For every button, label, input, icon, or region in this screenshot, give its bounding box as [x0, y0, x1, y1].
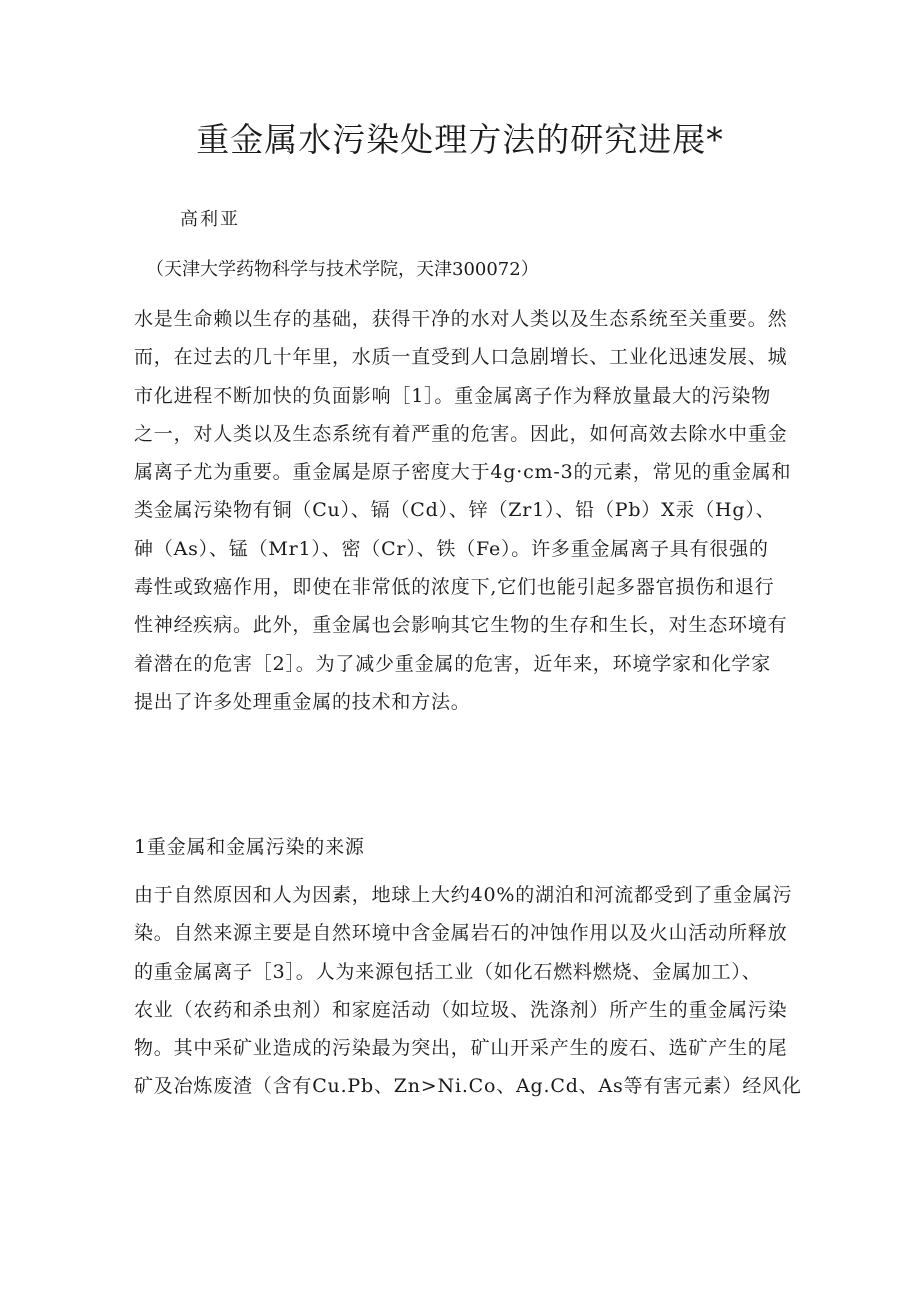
section-heading: 1重金属和金属污染的来源	[134, 836, 365, 858]
paragraph-line: 由于自然原因和人为因素，地球上大约40%的湖泊和河流都受到了重金属污	[134, 884, 793, 906]
paragraph-line: 的重金属离子［3］。人为来源包括工业（如化石燃料燃烧、金属加工）、	[134, 960, 762, 983]
paragraph-line: 提出了许多处理重金属的技术和方法。	[134, 690, 471, 713]
paragraph-line: 而，在过去的几十年里，水质一直受到人口急剧增长、工业化迅速发展、城	[134, 346, 788, 369]
paragraph-line: 矿及冶炼废渣（含有Cu.Pb、Zn>Ni.Co、Ag.Cd、As等有害元素）经风化	[134, 1075, 802, 1098]
paragraph-line: 砷（As）、锰（Mr1）、密（Cr）、铁（Fe）。许多重金属离子具有很强的	[134, 537, 769, 560]
author-name: 高利亚	[180, 209, 240, 230]
paragraph-line: 物。其中采矿业造成的污染最为突出，矿山开采产生的废石、选矿产生的尾	[134, 1037, 788, 1060]
paragraph-line: 性神经疾病。此外，重金属也会影响其它生物的生存和生长，对生态环境有	[134, 614, 788, 637]
paragraph-line: 市化进程不断加快的负面影响［1］。重金属离子作为释放量最大的污染物	[134, 384, 771, 407]
section1-paragraph	[134, 876, 802, 1106]
paragraph-line: 着潜在的危害［2］。为了减少重金属的危害，近年来，环境学家和化学家	[134, 652, 771, 675]
paragraph-line: 之一，对人类以及生态系统有着严重的危害。因此，如何高效去除水中重金	[134, 422, 788, 445]
intro-paragraph	[134, 300, 794, 721]
paragraph-line: 属离子尤为重要。重金属是原子密度大于4g·cm-3的元素，常见的重金属和	[134, 461, 792, 484]
page-title: 重金属水污染处理方法的研究进展*	[196, 120, 724, 159]
paragraph-line: 染。自然来源主要是自然环境中含金属岩石的冲蚀作用以及火山活动所释放	[134, 922, 788, 945]
author-affiliation: （天津大学药物科学与技术学院，天津300072）	[146, 259, 539, 280]
paragraph-line: 水是生命赖以生存的基础，获得干净的水对人类以及生态系统至关重要。然	[134, 308, 788, 330]
paragraph-line: 农业（农药和杀虫剂）和家庭活动（如垃圾、洗涤剂）所产生的重金属污染	[134, 998, 788, 1021]
paragraph-line: 类金属污染物有铜（Cu）、镉（Cd）、锌（Zr1）、铅（Pb）X汞（Hg）、	[134, 499, 776, 522]
paragraph-line: 毒性或致癌作用，即使在非常低的浓度下,它们也能引起多器官损伤和退行	[134, 576, 775, 599]
